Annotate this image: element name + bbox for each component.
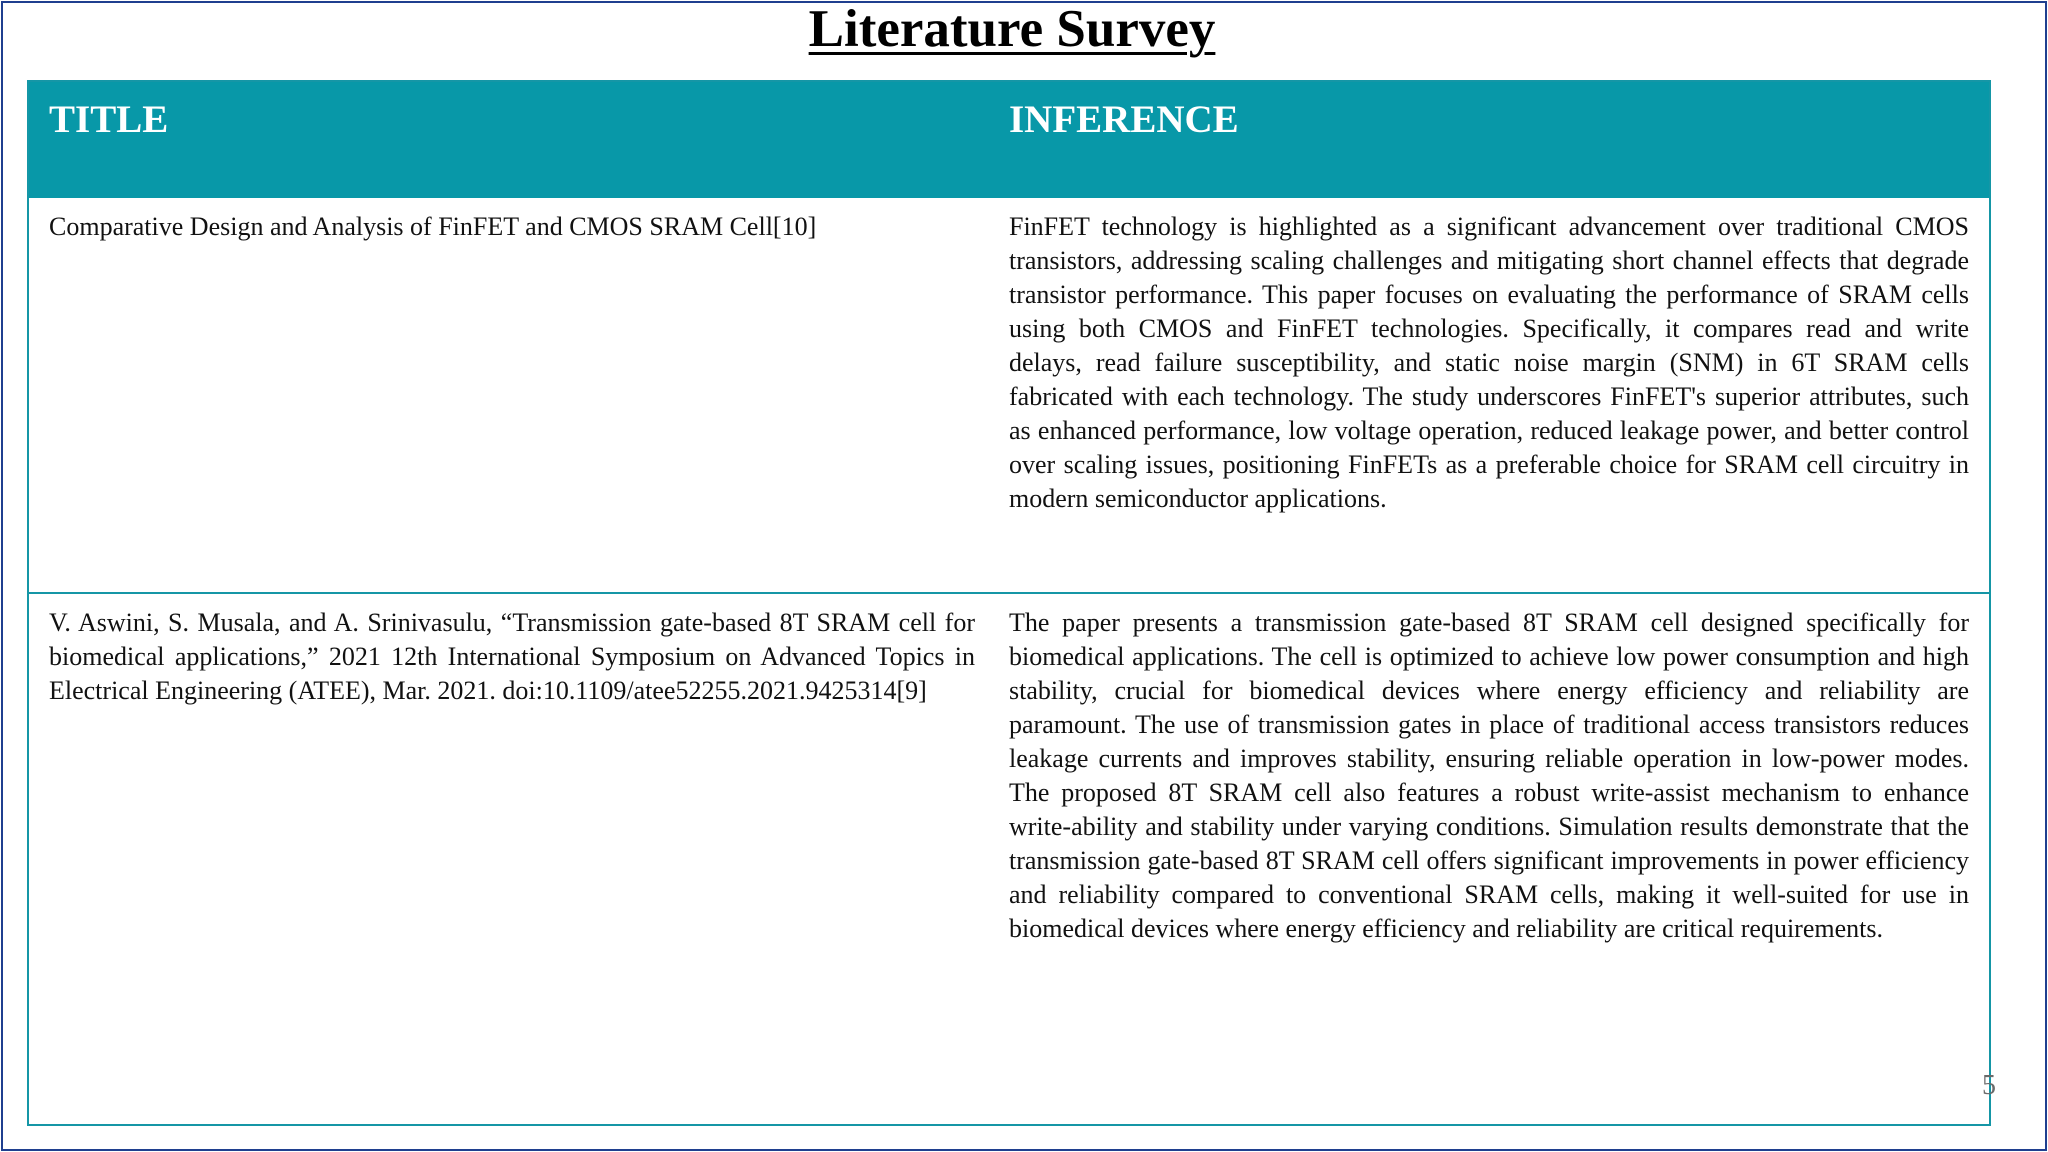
header-title: TITLE (49, 98, 169, 141)
table-row (28, 198, 1990, 593)
table-header-row (28, 81, 1990, 198)
page-title: Literature Survey (808, 0, 1216, 58)
literature-survey-table (27, 80, 1991, 1126)
row-1-title-cell: Comparative Design and Analysis of FinFET and CMOS SRAM Cell[10] (28, 198, 1009, 593)
row-2-inference-cell: The paper presents a transmission gate-based 8T SRAM cell designed specifically for biomedical applications. The cell is optimized to achieve low power consumption and high stability, crucial for biomedical devices where energy efficiency and reliability are paramount. The use of transmission gates in place of traditional access transistors reduces leakage currents and improves stability, ensuring reliable operation in low-power modes. The proposed 8T SRAM cell also features a robust write-assist mechanism to enhance write-ability and stability under varying conditions. Simulation results demonstrate that the transmission gate-based 8T SRAM cell offers significant improvements in power efficiency and reliability compared to conventional SRAM cells, making it well-suited for use in biomedical devices where energy efficiency and reliability are critical requirements. (1009, 608, 1969, 943)
page-number: 5 (1982, 1070, 1996, 1101)
table-row (28, 593, 1990, 1125)
row-2-title-cell: V. Aswini, S. Musala, and A. Srinivasulu, “Transmission gate-based 8T SRAM cell for biomedical applications,” 2021 12th International Symposium on Advanced Topics in Electrical Engineering (ATEE), Mar. 2021. doi:10.1109/atee52255.2021.9425314[9] (49, 608, 975, 705)
header-inference: INFERENCE (1009, 98, 1239, 141)
row-1-inference-cell: FinFET technology is highlighted as a significant advancement over traditional CMOS transistors, addressing scaling challenges and mitigating short channel effects that degrade transistor performance. This paper focuses on evaluating the performance of SRAM cells using both CMOS and FinFET technologies. Specifically, it compares read and write delays, read failure susceptibility, and static noise margin (SNM) in 6T SRAM cells fabricated with each technology. The study underscores FinFET's superior attributes, such as enhanced performance, low voltage operation, reduced leakage power, and better control over scaling issues, positioning FinFETs as a preferable choice for SRAM cell circuitry in modern semiconductor applications. (1009, 198, 1990, 593)
